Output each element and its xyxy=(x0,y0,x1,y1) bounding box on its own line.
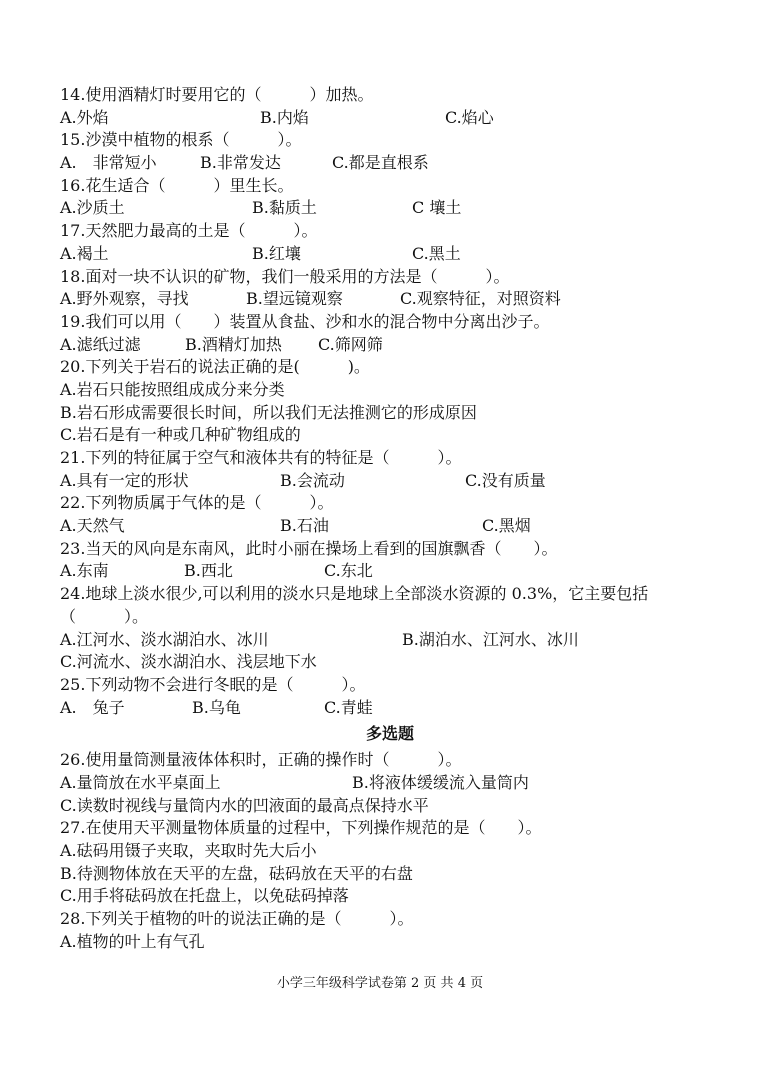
option-b: B.酒精灯加热 xyxy=(185,334,282,354)
options-row xyxy=(60,560,720,583)
question-stem: 25.下列动物不会进行冬眠的是（ ）。 xyxy=(60,674,366,694)
option-a: A.江河水、淡水湖泊水、冰川 xyxy=(60,629,269,649)
option-line: C.用手将砝码放在托盘上，以免砝码掉落 xyxy=(60,886,349,906)
option-b: B.会流动 xyxy=(280,470,345,490)
option-b: B.黏质土 xyxy=(252,198,317,218)
options-row xyxy=(60,629,720,652)
question-stem: 16.花生适合（ ）里生长。 xyxy=(60,175,294,195)
option-a: A. 非常短小 xyxy=(60,153,157,173)
question-stem: 17.天然肥力最高的土是（ ）。 xyxy=(60,221,318,241)
option-a: A.外焰 xyxy=(60,107,109,127)
option-b: B.石油 xyxy=(280,516,329,536)
question-stem: 15.沙漠中植物的根系（ ）。 xyxy=(60,130,302,150)
options-row xyxy=(60,107,720,130)
option-line: A.岩石只能按照组成成分来分类 xyxy=(60,379,285,399)
question-stem: 19.我们可以用（ ）装置从食盐、沙和水的混合物中分离出沙子。 xyxy=(60,311,550,331)
option-c: C.都是直根系 xyxy=(332,153,429,173)
options-row xyxy=(60,697,720,720)
option-line: B.待测物体放在天平的左盘，砝码放在天平的右盘 xyxy=(60,863,413,883)
options-row xyxy=(60,152,720,175)
option-c: C.黑烟 xyxy=(482,516,531,536)
section-title: 多选题 xyxy=(365,724,414,744)
option-b: B.非常发达 xyxy=(200,153,281,173)
question-stem: 21.下列的特征属于空气和液体共有的特征是（ ）。 xyxy=(60,448,462,467)
options-row xyxy=(60,288,720,311)
options-row xyxy=(60,243,720,266)
question-stem: 24.地球上淡水很少,可以利用的淡水只是地球上全部淡水资源的 0.3%，它主要包括 xyxy=(60,584,649,604)
option-line: C.河流水、淡水湖泊水、浅层地下水 xyxy=(60,652,317,672)
option-line: A.植物的叶上有气孔 xyxy=(60,931,205,951)
question-stem: 18.面对一块不认识的矿物，我们一般采用的方法是（ ）。 xyxy=(60,266,510,286)
option-c: C.筛网筛 xyxy=(318,334,383,354)
option-b: B.望远镜观察 xyxy=(246,289,343,309)
question-stem: 14.使用酒精灯时要用它的（ ）加热。 xyxy=(60,85,374,104)
option-b: B.乌龟 xyxy=(192,697,241,717)
question-stem: 26.使用量筒测量液体体积时，正确的操作时（ ）。 xyxy=(60,750,462,770)
option-a: A.天然气 xyxy=(60,516,125,536)
option-a: A. 兔子 xyxy=(60,697,125,717)
option-a: A.沙质土 xyxy=(60,198,125,218)
option-c: C.黑土 xyxy=(412,243,461,263)
option-c: C.观察特征，对照资料 xyxy=(400,289,561,309)
question-stem: 22.下列物质属于气体的是（ ）。 xyxy=(60,493,334,513)
question-stem: 23.当天的风向是东南风，此时小丽在操场上看到的国旗飘香（ ）。 xyxy=(60,538,558,558)
options-row xyxy=(60,197,720,220)
question-list xyxy=(60,84,720,953)
option-b: B.西北 xyxy=(184,561,233,581)
option-c: C 壤土 xyxy=(412,198,462,218)
option-a: A.褐土 xyxy=(60,243,109,263)
page-footer: 小学三年级科学试卷第 2 页 共 4 页 xyxy=(276,976,484,991)
options-row xyxy=(60,515,720,538)
option-b: B.红壤 xyxy=(252,243,301,263)
options-row xyxy=(60,334,720,357)
option-a: A.具有一定的形状 xyxy=(60,470,189,490)
option-line: B.岩石形成需要很长时间，所以我们无法推测它的形成原因 xyxy=(60,402,477,422)
option-line: C.读数时视线与量筒内水的凹液面的最高点保持水平 xyxy=(60,795,429,815)
question-stem: 27.在使用天平测量物体质量的过程中，下列操作规范的是（ ）。 xyxy=(60,818,542,838)
option-b: B.湖泊水、江河水、冰川 xyxy=(402,629,579,649)
option-b: B.将液体缓缓流入量筒内 xyxy=(352,772,529,792)
question-stem: 28.下列关于植物的叶的说法正确的是（ ）。 xyxy=(60,909,414,929)
question-stem: 20.下列关于岩石的说法正确的是( )。 xyxy=(60,357,370,377)
option-line: A.砝码用镊子夹取，夹取时先大后小 xyxy=(60,841,317,860)
option-a: A.野外观察，寻找 xyxy=(60,289,189,309)
question-stem-continued: （ ）。 xyxy=(60,606,149,626)
option-a: A.量筒放在水平桌面上 xyxy=(60,772,221,792)
option-c: C.东北 xyxy=(324,561,373,581)
option-c: C.没有质量 xyxy=(465,470,546,490)
option-a: A.滤纸过滤 xyxy=(60,334,141,354)
options-row xyxy=(60,470,720,493)
option-a: A.东南 xyxy=(60,561,109,581)
options-row xyxy=(60,772,720,795)
option-b: B.内焰 xyxy=(260,107,309,127)
option-line: C.岩石是有一种或几种矿物组成的 xyxy=(60,425,301,445)
option-c: C.青蛙 xyxy=(324,697,373,717)
option-c: C.焰心 xyxy=(445,107,494,127)
